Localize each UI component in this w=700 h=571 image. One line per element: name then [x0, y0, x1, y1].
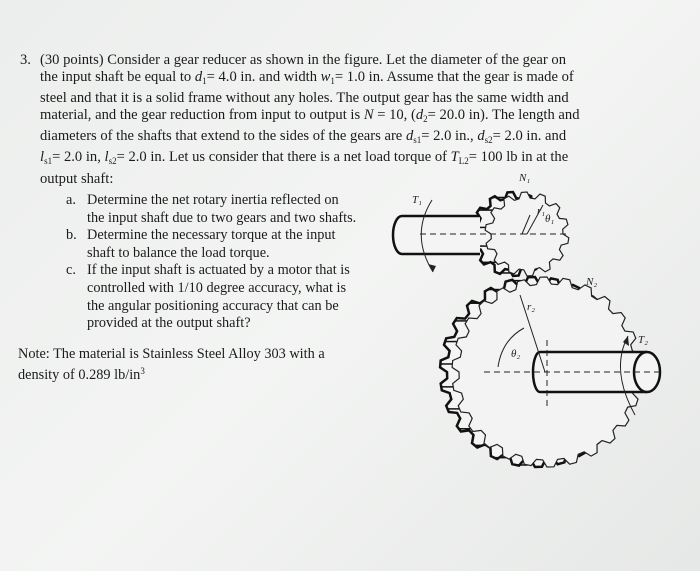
statement-text: w — [320, 69, 331, 86]
statement-text: (30 points) Consider a gear reducer as shown in the figure. Let the diameter of the gear on — [40, 52, 567, 68]
problem-number: 3. — [20, 52, 31, 68]
statement-text: steel and that it is a solid frame without any holes. The output gear has the same width and — [40, 90, 569, 107]
label-r1: r₁ — [537, 205, 546, 217]
statement-text: s1 — [44, 156, 53, 167]
statement-text: = 2.0 in., — [421, 128, 478, 145]
label-T1: T₁ — [412, 194, 422, 206]
question-marker: a. — [66, 192, 76, 208]
statement-text: l — [40, 149, 45, 166]
label-T2: T₂ — [638, 334, 648, 346]
statement-text: l — [104, 149, 109, 166]
question-line: the input shaft due to two gears and two shafts. — [87, 209, 357, 226]
statement-text: s2 — [484, 135, 493, 146]
statement-text: d — [405, 128, 414, 145]
label-r2: r₂ — [527, 301, 536, 313]
note-density-exponent: 3 — [140, 366, 145, 377]
statement-text: = 4.0 in. and width — [206, 69, 321, 86]
statement-text: d — [194, 69, 203, 86]
label-N1: N₁ — [519, 172, 531, 184]
statement-text: = 2.0 in. and — [492, 128, 567, 145]
statement-text: L2 — [458, 156, 469, 167]
question-line: the angular positioning accuracy that can be — [87, 297, 339, 314]
question-line: If the input shaft is actuated by a motor that is — [87, 262, 350, 279]
statement-text: 2 — [423, 114, 428, 125]
statement-text: diameters of the shafts that extend to the sides of the gears are — [40, 128, 406, 145]
statement-text: 1 — [202, 76, 207, 87]
statement-text: 1 — [330, 76, 335, 87]
statement-text: s1 — [413, 135, 422, 146]
statement-text: = 10, ( — [373, 107, 416, 124]
statement-text: = 2.0 in, — [52, 149, 105, 166]
question-line: Determine the necessary torque at the input — [87, 227, 336, 244]
statement-text: material, and the gear reduction from input to output is — [40, 107, 364, 124]
question-line: provided at the output shaft? — [87, 315, 251, 332]
statement-text: s2 — [108, 156, 117, 167]
question-line: shaft to balance the load torque. — [87, 244, 270, 261]
note-line-1: Note: The material is Stainless Steel Alloy 303 with a — [18, 346, 325, 362]
label-theta1: θ₁ — [545, 213, 555, 225]
statement-text: the input shaft be equal to — [40, 69, 195, 86]
statement-text: = 2.0 in. Let us consider that there is a net load torque of — [116, 149, 451, 166]
question-line: controlled with 1/10 degree accuracy, what is — [87, 279, 347, 296]
question-line: Determine the net rotary inertia reflected on — [87, 192, 339, 208]
statement-text: T — [450, 149, 459, 166]
statement-text: = 100 lb in at the — [468, 149, 569, 166]
question-marker: b. — [66, 227, 77, 244]
statement-text: d — [477, 128, 485, 145]
statement-text: output shaft: — [40, 170, 114, 187]
label-N2: N₂ — [586, 276, 598, 288]
statement-text: N — [363, 107, 374, 124]
note-density: density of 0.289 lb/in — [18, 367, 141, 384]
statement-text: = 1.0 in. Assume that the gear is made of — [334, 69, 574, 86]
statement-text: d — [415, 107, 424, 124]
label-theta2: θ₂ — [511, 348, 521, 360]
statement-text: = 20.0 in). The length and — [427, 107, 580, 124]
question-marker: c. — [66, 262, 76, 279]
